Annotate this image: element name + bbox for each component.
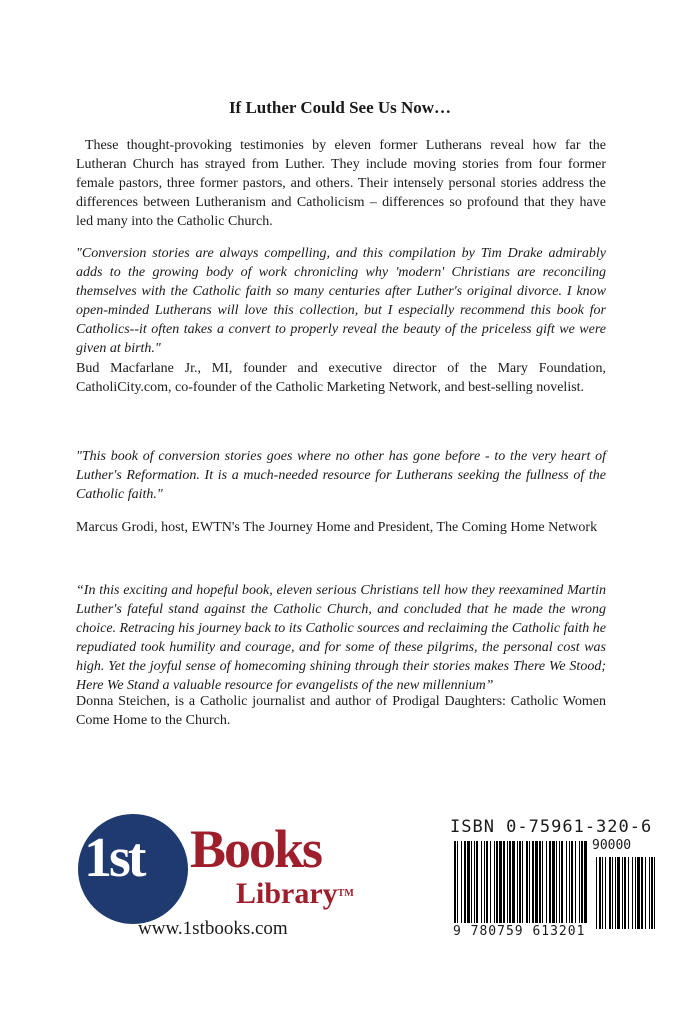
- barcode-bar: [494, 841, 495, 923]
- barcode-bar: [461, 841, 462, 923]
- barcode-bar: [490, 841, 491, 923]
- publisher-url: www.1stbooks.com: [138, 918, 288, 939]
- barcode-addon-bar: [605, 857, 606, 929]
- endorsement-quote-3: “In this exciting and hopeful book, eleven serious Christians tell how they reexamined Martin Luther's fateful stand against the Catholic Church, and concluded that he made the wrong choice. Retracing his journey back to its Catholic sources and reclaiming the Catholic faith he repudiated took humility and courage, and for some of these pilgrims, the personal cost was high. Yet the joyful sense of homecoming shining through their stories makes There We Stood; Here We Stand a valuable resource for evangelists of the new millennium”: [76, 583, 606, 693]
- barcode-addon-bar: [654, 857, 655, 929]
- logo-trademark: TM: [337, 888, 354, 899]
- barcode-bar: [517, 841, 518, 923]
- barcode-bar: [529, 841, 530, 923]
- barcode-addon-bar: [637, 857, 640, 929]
- endorsement-quote-1: "Conversion stories are always compelling, and this compilation by Tim Drake admirably adds to the growing body of work chronicling why 'modern' Christians are reconciling themselves with the Catholic faith so many centuries after Luther's original divorce. I know open-minded Lutherans will love this collection, but I especially recommend this book for Catholics--it often takes a convert to properly reveal the beauty of the priceless gift we were given at birth.": [76, 246, 606, 356]
- logo-library-text: [236, 878, 354, 910]
- barcode-bar: [549, 841, 551, 923]
- barcode-bar: [486, 841, 488, 923]
- barcode-addon-bar: [612, 857, 613, 929]
- book-description: These thought-provoking testimonies by eleven former Lutherans reveal how far the Lutheran Church has strayed from Luther. They include moving stories from four former female pastors, three former pastors, and others. Their intensely personal stories address the differences between Lutheranism and Catholicism – differences so profound that they have led many into the Catholic Church.: [76, 138, 606, 229]
- barcode-bar: [512, 841, 515, 923]
- barcode-addon-bar: [622, 857, 623, 929]
- isbn-label: ISBN 0-75961-320-6: [450, 817, 653, 837]
- barcode-addon-bar: [596, 857, 597, 929]
- barcode-bar: [575, 841, 576, 923]
- barcode-addon-bar: [617, 857, 620, 929]
- barcode-addon-bar: [632, 857, 633, 929]
- barcode-addon-bar: [635, 857, 636, 929]
- barcode-bar: [559, 841, 560, 923]
- barcode-ean-digits: 9 780759 613201: [453, 924, 586, 939]
- barcode-bar: [499, 841, 502, 923]
- barcode-bar: [571, 841, 573, 923]
- barcode-bar: [552, 841, 555, 923]
- barcode-bar: [561, 841, 563, 923]
- barcode-addon-bar: [649, 857, 650, 929]
- barcode-addon-digits: 90000: [592, 838, 632, 853]
- barcode-addon-bar: [628, 857, 629, 929]
- barcode-bar: [496, 841, 498, 923]
- barcode-addon-bar: [641, 857, 643, 929]
- back-cover-heading: If Luther Could See Us Now…: [228, 98, 452, 117]
- logo-library-word: Library: [236, 877, 338, 910]
- endorsement-attribution-3: Donna Steichen, is a Catholic journalist and author of Prodigal Daughters: Catholic Women Come Home to the Church.: [76, 694, 606, 728]
- barcode-bar: [471, 841, 472, 923]
- barcode-addon-bar: [599, 857, 601, 929]
- barcode-bar: [519, 841, 521, 923]
- barcode-bar: [539, 841, 541, 923]
- barcode-bar: [526, 841, 528, 923]
- barcode-bar: [522, 841, 523, 923]
- barcode-addon-bar: [609, 857, 611, 929]
- barcode-bar: [507, 841, 508, 923]
- barcode-addon-bar: [602, 857, 603, 929]
- barcode-addon-bar: [651, 857, 653, 929]
- barcode-bar: [584, 841, 587, 923]
- barcode-bar: [467, 841, 470, 923]
- endorsement-attribution-2: Marcus Grodi, host, EWTN's The Journey Home and President, The Coming Home Network: [76, 520, 598, 535]
- barcode-bar: [581, 841, 583, 923]
- endorsement-attribution-1: Bud Macfarlane Jr., MI, founder and executive director of the Mary Foundation, CatholiCity.com, co-founder of the Catholic Marketing Network, and best-selling novelist.: [76, 361, 606, 395]
- barcode-bar: [464, 841, 466, 923]
- barcode-bar: [535, 841, 538, 923]
- barcode-bar: [503, 841, 505, 923]
- logo-1st-text: 1st: [84, 827, 144, 889]
- barcode-bar: [509, 841, 511, 923]
- barcode-bar: [542, 841, 543, 923]
- barcode-bar: [476, 841, 478, 923]
- barcode-bar: [454, 841, 456, 923]
- barcode-bar: [569, 841, 570, 923]
- publisher-logo: [78, 806, 368, 946]
- barcode-bar: [566, 841, 567, 923]
- barcode-bar: [556, 841, 557, 923]
- barcode-bar: [474, 841, 475, 923]
- barcode-bar: [457, 841, 458, 923]
- barcode-bar: [532, 841, 534, 923]
- barcode-addon-bar: [645, 857, 646, 929]
- barcode-addon-bar: [615, 857, 616, 929]
- barcode-addon-bar: [624, 857, 626, 929]
- barcode-bar: [546, 841, 547, 923]
- logo-books-text: Books: [190, 819, 322, 879]
- barcode-bar: [484, 841, 485, 923]
- barcode-bar: [481, 841, 482, 923]
- barcode-bar: [579, 841, 580, 923]
- endorsement-quote-2: "This book of conversion stories goes where no other has gone before - to the very heart of Luther's Reformation. It is a much-needed resource for Lutherans seeking the fullness of the Catholic faith.": [76, 449, 606, 502]
